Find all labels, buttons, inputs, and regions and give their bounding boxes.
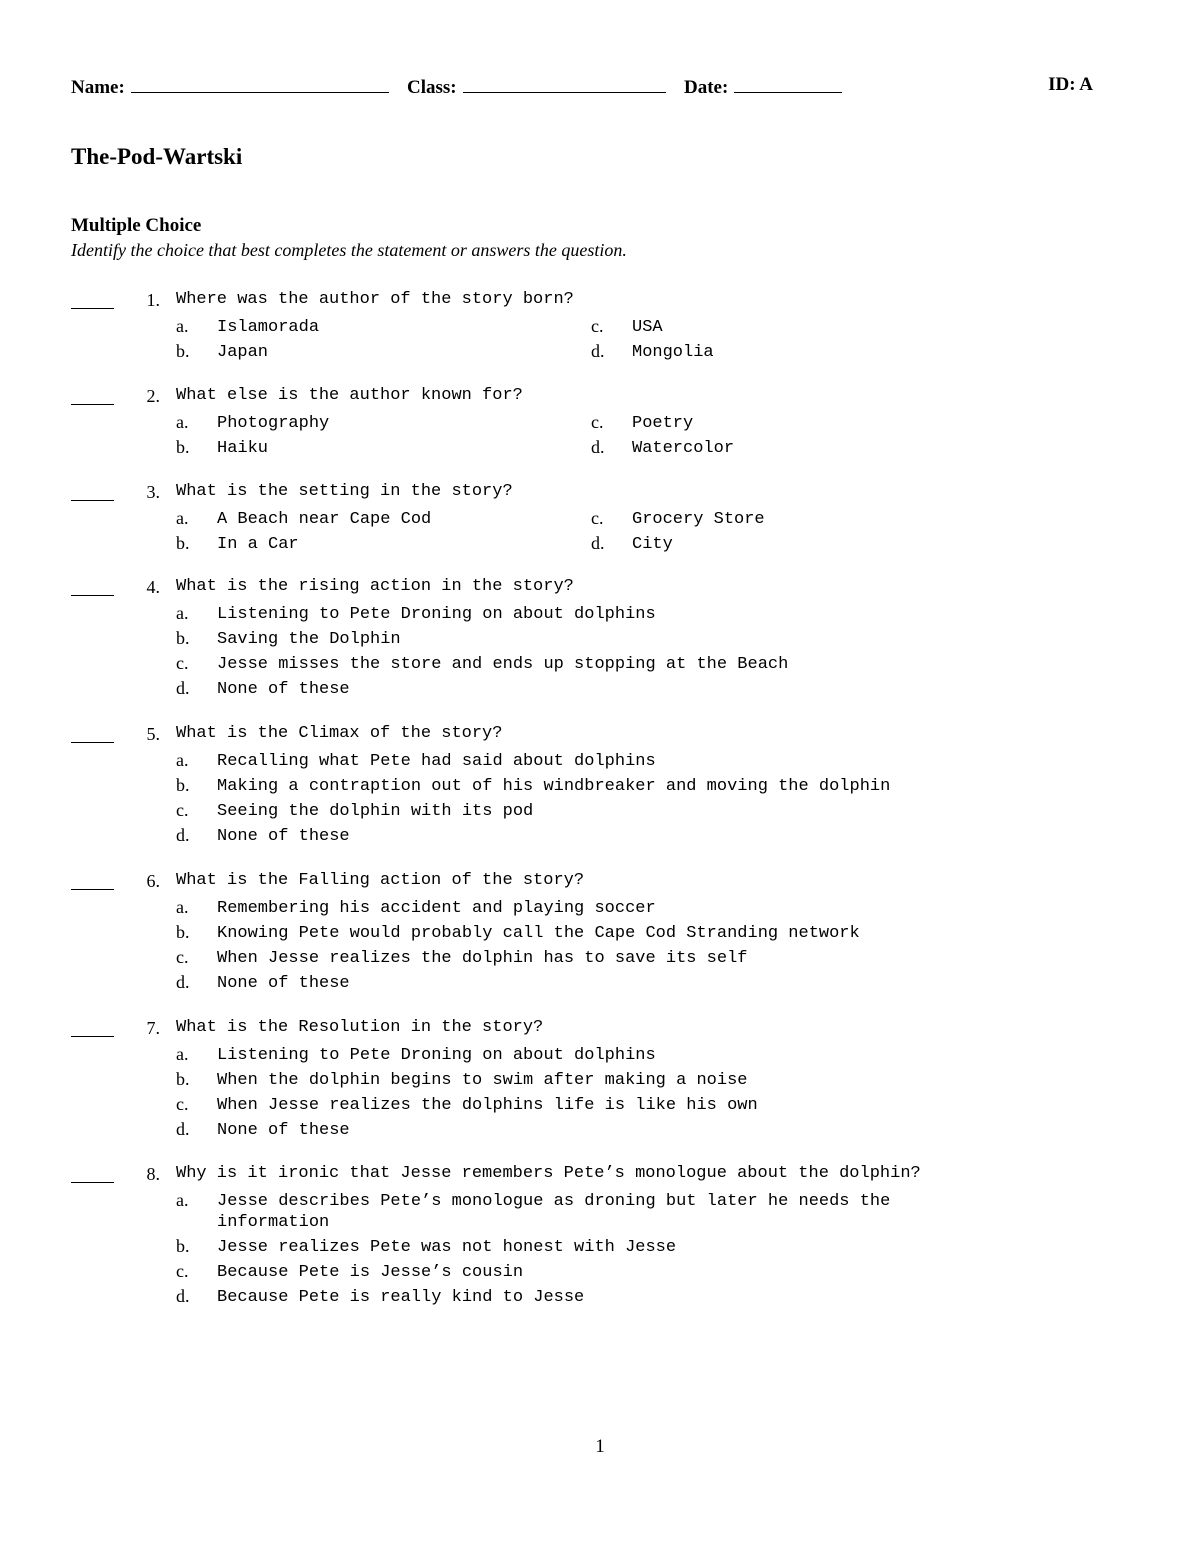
class-field xyxy=(407,74,666,99)
question-number: 1. xyxy=(146,290,160,310)
option-letter: d. xyxy=(176,1286,190,1306)
option-letter: a. xyxy=(176,1190,189,1210)
answer-blank[interactable] xyxy=(71,595,114,596)
option-letter: d. xyxy=(176,825,190,845)
option-text: Remembering his accident and playing soccer xyxy=(217,899,656,918)
option-text: Watercolor xyxy=(632,439,735,458)
option-letter: c. xyxy=(176,653,189,673)
option-text: Because Pete is Jesse’s cousin xyxy=(217,1263,524,1282)
option-text: A Beach near Cape Cod xyxy=(217,510,432,529)
option-letter: c. xyxy=(176,1094,189,1114)
option-text: Knowing Pete would probably call the Cape Cod Stranding network xyxy=(217,924,860,943)
question-number: 7. xyxy=(146,1018,160,1038)
option-letter: a. xyxy=(176,412,189,432)
option-text: Saving the Dolphin xyxy=(217,630,401,649)
option-letter: c. xyxy=(591,508,604,528)
answer-blank[interactable] xyxy=(71,889,114,890)
option-letter: c. xyxy=(591,316,604,336)
question-number: 2. xyxy=(146,386,160,406)
option-text: Jesse misses the store and ends up stopping at the Beach xyxy=(217,655,789,674)
option-letter: b. xyxy=(176,628,190,648)
option-text: Grocery Store xyxy=(632,510,765,529)
option-text: Mongolia xyxy=(632,343,714,362)
name-blank[interactable] xyxy=(131,74,389,93)
option-text: Listening to Pete Droning on about dolphins xyxy=(217,1046,656,1065)
option-letter: d. xyxy=(176,1119,190,1139)
option-letter: d. xyxy=(176,972,190,992)
section-title: Multiple Choice xyxy=(71,215,202,236)
question-number: 8. xyxy=(146,1164,160,1184)
question-text: What is the rising action in the story? xyxy=(176,577,574,596)
option-letter: c. xyxy=(176,800,189,820)
answer-blank[interactable] xyxy=(71,1182,114,1183)
option-letter: a. xyxy=(176,508,189,528)
question-number: 3. xyxy=(146,482,160,502)
class-blank[interactable] xyxy=(463,74,666,93)
option-letter: c. xyxy=(176,947,189,967)
option-text: When Jesse realizes the dolphin has to save its self xyxy=(217,949,748,968)
question-text: What is the Resolution in the story? xyxy=(176,1018,544,1037)
option-text: None of these xyxy=(217,974,350,993)
question-number: 5. xyxy=(146,724,160,744)
id-label: ID: A xyxy=(1048,74,1093,95)
answer-blank[interactable] xyxy=(71,742,114,743)
option-text: None of these xyxy=(217,680,350,699)
option-text: When Jesse realizes the dolphins life is like his own xyxy=(217,1096,758,1115)
option-letter: b. xyxy=(176,922,190,942)
option-letter: d. xyxy=(591,437,605,457)
option-text: Listening to Pete Droning on about dolphins xyxy=(217,605,656,624)
option-letter: b. xyxy=(176,533,190,553)
option-text: Jesse realizes Pete was not honest with Jesse xyxy=(217,1238,677,1257)
option-text: City xyxy=(632,535,673,554)
answer-blank[interactable] xyxy=(71,404,114,405)
question-text: Where was the author of the story born? xyxy=(176,290,574,309)
option-text: Islamorada xyxy=(217,318,320,337)
option-text: None of these xyxy=(217,827,350,846)
date-label: Date: xyxy=(684,77,729,98)
option-text: Haiku xyxy=(217,439,269,458)
answer-blank[interactable] xyxy=(71,500,114,501)
name-field xyxy=(71,74,389,99)
page-title: The-Pod-Wartski xyxy=(71,144,243,169)
option-letter: a. xyxy=(176,750,189,770)
option-letter: b. xyxy=(176,1069,190,1089)
option-text: Seeing the dolphin with its pod xyxy=(217,802,534,821)
question-number: 4. xyxy=(146,577,160,597)
option-text: In a Car xyxy=(217,535,299,554)
date-blank[interactable] xyxy=(734,74,842,93)
answer-blank[interactable] xyxy=(71,1036,114,1037)
option-letter: b. xyxy=(176,341,190,361)
option-letter: d. xyxy=(591,533,605,553)
option-text: Because Pete is really kind to Jesse xyxy=(217,1288,585,1307)
option-letter: b. xyxy=(176,1236,190,1256)
option-text: USA xyxy=(632,318,663,337)
date-field xyxy=(684,74,842,99)
option-text: Poetry xyxy=(632,414,694,433)
option-letter: b. xyxy=(176,437,190,457)
option-letter: a. xyxy=(176,897,189,917)
page-number: 1 xyxy=(595,1436,605,1457)
option-letter: d. xyxy=(591,341,605,361)
option-letter: b. xyxy=(176,775,190,795)
class-label: Class: xyxy=(407,77,457,98)
option-letter: a. xyxy=(176,1044,189,1064)
question-text: What else is the author known for? xyxy=(176,386,523,405)
option-text: Japan xyxy=(217,343,269,362)
option-letter: a. xyxy=(176,603,189,623)
section-instructions: Identify the choice that best completes the statement or answers the question. xyxy=(71,240,627,260)
option-text: Jesse describes Pete’s monologue as droning but later he needs the information xyxy=(217,1192,891,1232)
option-text: Photography xyxy=(217,414,330,433)
question-text: What is the setting in the story? xyxy=(176,482,513,501)
question-text: Why is it ironic that Jesse remembers Pete’s monologue about the dolphin? xyxy=(176,1164,921,1183)
header-row xyxy=(71,74,1093,98)
option-text: None of these xyxy=(217,1121,350,1140)
question-number: 6. xyxy=(146,871,160,891)
option-letter: c. xyxy=(176,1261,189,1281)
question-text: What is the Falling action of the story? xyxy=(176,871,585,890)
option-text: When the dolphin begins to swim after making a noise xyxy=(217,1071,748,1090)
option-text: Making a contraption out of his windbreaker and moving the dolphin xyxy=(217,777,891,796)
option-letter: a. xyxy=(176,316,189,336)
option-letter: c. xyxy=(591,412,604,432)
name-label: Name: xyxy=(71,77,125,98)
option-letter: d. xyxy=(176,678,190,698)
option-text: Recalling what Pete had said about dolphins xyxy=(217,752,656,771)
question-text: What is the Climax of the story? xyxy=(176,724,503,743)
answer-blank[interactable] xyxy=(71,308,114,309)
